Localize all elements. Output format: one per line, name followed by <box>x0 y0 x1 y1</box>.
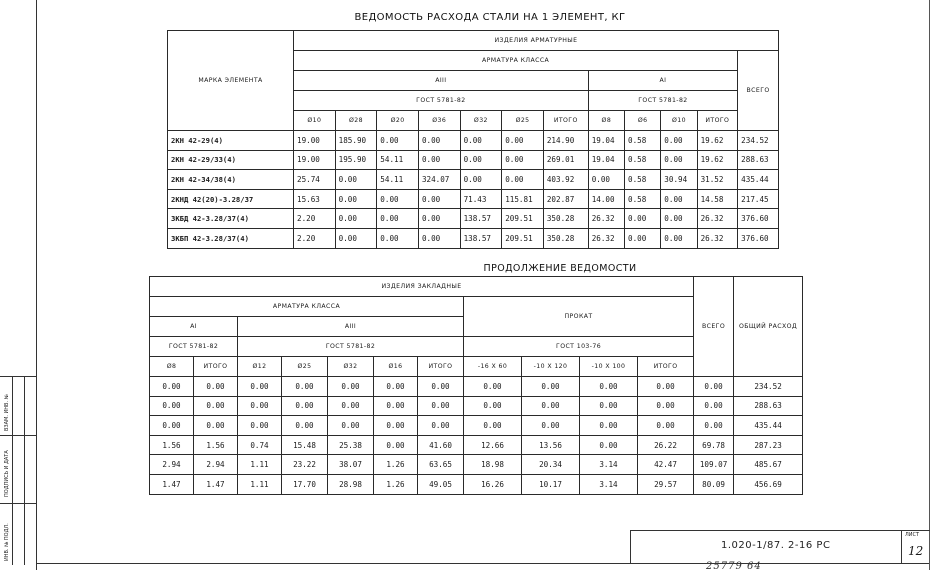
col-header: Ø28 <box>335 111 377 131</box>
table-cell: 350.28 <box>543 209 588 229</box>
col-header: Ø8 <box>588 111 624 131</box>
table-cell: 0.00 <box>661 150 697 170</box>
table-cell: 0.00 <box>588 170 624 190</box>
table-cell: 0.00 <box>661 209 697 229</box>
table-cell: 0.58 <box>625 131 661 151</box>
table-cell: 0.00 <box>694 377 734 397</box>
element-mark: 2КНД 42(20)-3.28/37 <box>168 189 294 209</box>
table-cell: 403.92 <box>543 170 588 190</box>
table-cell: 19.04 <box>588 131 624 151</box>
table-cell: 288.63 <box>738 150 779 170</box>
table-cell: 0.00 <box>418 416 464 436</box>
embedded-products-header: ИЗДЕЛИЯ ЗАКЛАДНЫЕ <box>150 277 694 297</box>
table-cell: 42.47 <box>638 455 694 475</box>
table-cell: 19.62 <box>697 131 738 151</box>
table-cell: 195.90 <box>335 150 377 170</box>
inventory-number: 25779 64 <box>706 561 762 572</box>
table-cell: 0.00 <box>638 377 694 397</box>
table-cell: 0.00 <box>150 396 194 416</box>
table-cell: 0.00 <box>335 209 377 229</box>
table-cell: 41.60 <box>418 435 464 455</box>
table-cell: 202.87 <box>543 189 588 209</box>
table-cell: 0.00 <box>377 228 419 248</box>
table-cell: 1.56 <box>194 435 238 455</box>
col-header: Ø6 <box>625 111 661 131</box>
table-row <box>168 209 779 229</box>
table-row <box>168 150 779 170</box>
table-cell: 0.00 <box>377 131 419 151</box>
gost-rolled-header: ГОСТ 103-76 <box>464 337 694 357</box>
class-a1-header2: АI <box>150 317 238 337</box>
table-cell: 25.74 <box>294 170 336 190</box>
side-stamp <box>0 376 36 565</box>
table-cell: 80.09 <box>694 474 734 494</box>
sheet-label: ЛИСТ <box>905 532 920 538</box>
table-cell: 49.05 <box>418 474 464 494</box>
table-cell: 0.00 <box>464 377 522 397</box>
table-cell: 0.00 <box>661 131 697 151</box>
col-header: Ø32 <box>328 357 374 377</box>
table-cell: 0.00 <box>625 228 661 248</box>
col-header: -10 Х 120 <box>522 357 580 377</box>
table-cell: 0.00 <box>460 170 502 190</box>
embedded-items-table <box>149 276 803 495</box>
col-header: Ø16 <box>374 357 418 377</box>
table-cell: 234.52 <box>738 131 779 151</box>
table-cell: 0.00 <box>580 416 638 436</box>
frame-right-border <box>929 0 930 570</box>
table-cell: 0.00 <box>522 416 580 436</box>
table-cell: 19.04 <box>588 150 624 170</box>
table-cell: 31.52 <box>697 170 738 190</box>
table-cell: 26.32 <box>697 228 738 248</box>
table-cell: 1.47 <box>150 474 194 494</box>
table-cell: 0.58 <box>625 189 661 209</box>
table-cell: 13.56 <box>522 435 580 455</box>
document-code: 1.020-1/87. 2-16 РС <box>721 540 831 551</box>
table-cell: 485.67 <box>734 455 803 475</box>
table-cell: 2.20 <box>294 209 336 229</box>
table-row <box>150 377 803 397</box>
col-header: Ø10 <box>661 111 697 131</box>
table-cell: 54.11 <box>377 170 419 190</box>
frame-left-border <box>36 0 37 570</box>
col-header: ИТОГО <box>543 111 588 131</box>
element-mark: 3КБП 42-3.28/37(4) <box>168 228 294 248</box>
table-cell: 0.00 <box>374 377 418 397</box>
table-row <box>150 455 803 475</box>
gost-a1-header2: ГОСТ 5781-82 <box>150 337 238 357</box>
table-cell: 0.00 <box>374 416 418 436</box>
table-cell: 0.00 <box>374 396 418 416</box>
table-cell: 1.26 <box>374 474 418 494</box>
table-cell: 2.20 <box>294 228 336 248</box>
rebar-class2-header: АРМАТУРА КЛАССА <box>150 297 464 317</box>
col-header: ИТОГО <box>638 357 694 377</box>
table-cell: 0.00 <box>418 209 460 229</box>
table-cell: 63.65 <box>418 455 464 475</box>
table-cell: 376.60 <box>738 228 779 248</box>
table-cell: 0.00 <box>328 377 374 397</box>
table-cell: 19.00 <box>294 131 336 151</box>
title-block <box>630 530 930 564</box>
table-cell: 0.00 <box>328 416 374 436</box>
table-cell: 234.52 <box>734 377 803 397</box>
table-cell: 138.57 <box>460 209 502 229</box>
table-cell: 0.00 <box>638 416 694 436</box>
side-stamp-label: ВЗАМ. ИНВ. № <box>4 394 10 431</box>
table-cell: 350.28 <box>543 228 588 248</box>
table-cell: 0.00 <box>418 228 460 248</box>
table-cell: 138.57 <box>460 228 502 248</box>
table-cell: 54.11 <box>377 150 419 170</box>
table-cell: 16.26 <box>464 474 522 494</box>
table-cell: 20.34 <box>522 455 580 475</box>
table-cell: 0.58 <box>625 150 661 170</box>
table-cell: 0.00 <box>464 396 522 416</box>
table-cell: 288.63 <box>734 396 803 416</box>
table-cell: 0.00 <box>580 396 638 416</box>
table-cell: 115.81 <box>502 189 544 209</box>
side-stamp-label: ИНВ. № ПОДЛ. <box>4 523 10 561</box>
table-cell: 435.44 <box>734 416 803 436</box>
table-cell: 0.00 <box>580 377 638 397</box>
table-cell: 109.07 <box>694 455 734 475</box>
rebar-class-header: АРМАТУРА КЛАССА <box>294 51 738 71</box>
table-cell: 1.56 <box>150 435 194 455</box>
products-header: ИЗДЕЛИЯ АРМАТУРНЫЕ <box>294 31 779 51</box>
table-row <box>168 131 779 151</box>
col-header: Ø12 <box>238 357 282 377</box>
table-cell: 435.44 <box>738 170 779 190</box>
element-mark: 2КН 42-29/33(4) <box>168 150 294 170</box>
table-cell: 0.00 <box>374 435 418 455</box>
table-cell: 1.11 <box>238 474 282 494</box>
table-cell: 0.00 <box>377 189 419 209</box>
table-row <box>150 396 803 416</box>
col-header: Ø8 <box>150 357 194 377</box>
table-cell: 18.98 <box>464 455 522 475</box>
table-cell: 0.00 <box>464 416 522 436</box>
table-cell: 69.78 <box>694 435 734 455</box>
gost-a3-header: ГОСТ 5781-82 <box>294 91 589 111</box>
table-cell: 0.00 <box>460 131 502 151</box>
table-cell: 0.00 <box>502 150 544 170</box>
element-mark: 2КН 42-34/38(4) <box>168 170 294 190</box>
table-cell: 0.00 <box>661 189 697 209</box>
col-header: Ø25 <box>502 111 544 131</box>
table-cell: 0.00 <box>418 396 464 416</box>
table-cell: 0.00 <box>150 377 194 397</box>
table-cell: 30.94 <box>661 170 697 190</box>
table-cell: 38.07 <box>328 455 374 475</box>
table-cell: 19.00 <box>294 150 336 170</box>
total-header: ВСЕГО <box>738 51 779 131</box>
rolled-header: ПРОКАТ <box>464 297 694 337</box>
table-cell: 0.00 <box>238 416 282 436</box>
table-cell: 0.00 <box>194 396 238 416</box>
table-cell: 0.00 <box>694 396 734 416</box>
class-a3-header: АIII <box>294 71 589 91</box>
table-cell: 26.22 <box>638 435 694 455</box>
table-cell: 0.00 <box>522 396 580 416</box>
table-cell: 0.00 <box>694 416 734 436</box>
steel-consumption-table <box>167 30 779 249</box>
table-cell: 14.00 <box>588 189 624 209</box>
table-cell: 0.00 <box>328 396 374 416</box>
table-cell: 376.60 <box>738 209 779 229</box>
table-cell: 0.00 <box>418 377 464 397</box>
table-cell: 0.00 <box>522 377 580 397</box>
table-cell: 0.00 <box>282 416 328 436</box>
table-cell: 14.58 <box>697 189 738 209</box>
table-cell: 0.00 <box>661 228 697 248</box>
table-row <box>168 228 779 248</box>
table-cell: 10.17 <box>522 474 580 494</box>
table-cell: 26.32 <box>588 209 624 229</box>
table-row <box>168 189 779 209</box>
table-cell: 217.45 <box>738 189 779 209</box>
table-cell: 0.00 <box>502 170 544 190</box>
table-cell: 1.11 <box>238 455 282 475</box>
table-cell: 3.14 <box>580 474 638 494</box>
table-cell: 0.00 <box>418 150 460 170</box>
table-cell: 26.32 <box>588 228 624 248</box>
table-cell: 0.00 <box>625 209 661 229</box>
class-a3-header2: АIII <box>238 317 464 337</box>
table-cell: 214.90 <box>543 131 588 151</box>
table-cell: 0.00 <box>502 131 544 151</box>
element-mark: 2КН 42-29(4) <box>168 131 294 151</box>
table-row <box>168 170 779 190</box>
side-stamp-label: ПОДПИСЬ И ДАТА <box>4 450 10 497</box>
table-cell: 0.00 <box>580 435 638 455</box>
col-header: Ø25 <box>282 357 328 377</box>
table-cell: 269.01 <box>543 150 588 170</box>
document-title: ВЕДОМОСТЬ РАСХОДА СТАЛИ НА 1 ЭЛЕМЕНТ, КГ <box>354 12 626 23</box>
sheet-number: 12 <box>908 544 924 558</box>
table-cell: 28.98 <box>328 474 374 494</box>
table-cell: 0.00 <box>238 396 282 416</box>
col-header: Ø10 <box>294 111 336 131</box>
table-cell: 29.57 <box>638 474 694 494</box>
table-cell: 0.00 <box>418 131 460 151</box>
gost-a3-header2: ГОСТ 5781-82 <box>238 337 464 357</box>
col-header: Ø36 <box>418 111 460 131</box>
mark-header: МАРКА ЭЛЕМЕНТА <box>168 31 294 131</box>
table-cell: 17.70 <box>282 474 328 494</box>
table-cell: 2.94 <box>194 455 238 475</box>
table-cell: 2.94 <box>150 455 194 475</box>
table-cell: 15.63 <box>294 189 336 209</box>
gost-a1-header: ГОСТ 5781-82 <box>588 91 737 111</box>
table-cell: 209.51 <box>502 209 544 229</box>
col-header: ИТОГО <box>418 357 464 377</box>
class-a1-header: АI <box>588 71 737 91</box>
table-cell: 0.00 <box>238 377 282 397</box>
table-cell: 19.62 <box>697 150 738 170</box>
total2-header: ВСЕГО <box>694 277 734 377</box>
table-cell: 25.38 <box>328 435 374 455</box>
col-header: ИТОГО <box>194 357 238 377</box>
table-cell: 15.48 <box>282 435 328 455</box>
table-cell: 3.14 <box>580 455 638 475</box>
table-cell: 1.26 <box>374 455 418 475</box>
table-row <box>150 416 803 436</box>
col-header: Ø32 <box>460 111 502 131</box>
table-cell: 0.00 <box>282 396 328 416</box>
table-cell: 0.00 <box>335 228 377 248</box>
table-cell: 209.51 <box>502 228 544 248</box>
col-header: -16 Х 60 <box>464 357 522 377</box>
table-cell: 0.00 <box>150 416 194 436</box>
table-cell: 0.00 <box>335 170 377 190</box>
table-cell: 0.00 <box>377 209 419 229</box>
table-row <box>150 435 803 455</box>
table-cell: 1.47 <box>194 474 238 494</box>
table-cell: 185.90 <box>335 131 377 151</box>
col-header: -10 Х 100 <box>580 357 638 377</box>
element-mark: 3КБД 42-3.28/37(4) <box>168 209 294 229</box>
grand-total-header: ОБЩИЙ РАСХОД <box>734 277 803 377</box>
col-header: ИТОГО <box>697 111 738 131</box>
sheet-box <box>901 531 930 564</box>
table-cell: 0.00 <box>335 189 377 209</box>
table-cell: 0.00 <box>460 150 502 170</box>
continuation-title: ПРОДОЛЖЕНИЕ ВЕДОМОСТИ <box>483 263 637 274</box>
table-cell: 0.58 <box>625 170 661 190</box>
table-cell: 0.00 <box>194 416 238 436</box>
table-cell: 12.66 <box>464 435 522 455</box>
table-cell: 26.32 <box>697 209 738 229</box>
table-cell: 71.43 <box>460 189 502 209</box>
table-cell: 0.74 <box>238 435 282 455</box>
table-cell: 0.00 <box>638 396 694 416</box>
table-cell: 0.00 <box>418 189 460 209</box>
table-row <box>150 474 803 494</box>
table-cell: 287.23 <box>734 435 803 455</box>
col-header: Ø20 <box>377 111 419 131</box>
table-cell: 0.00 <box>194 377 238 397</box>
table-cell: 23.22 <box>282 455 328 475</box>
table-cell: 456.69 <box>734 474 803 494</box>
table-cell: 324.07 <box>418 170 460 190</box>
table-cell: 0.00 <box>282 377 328 397</box>
